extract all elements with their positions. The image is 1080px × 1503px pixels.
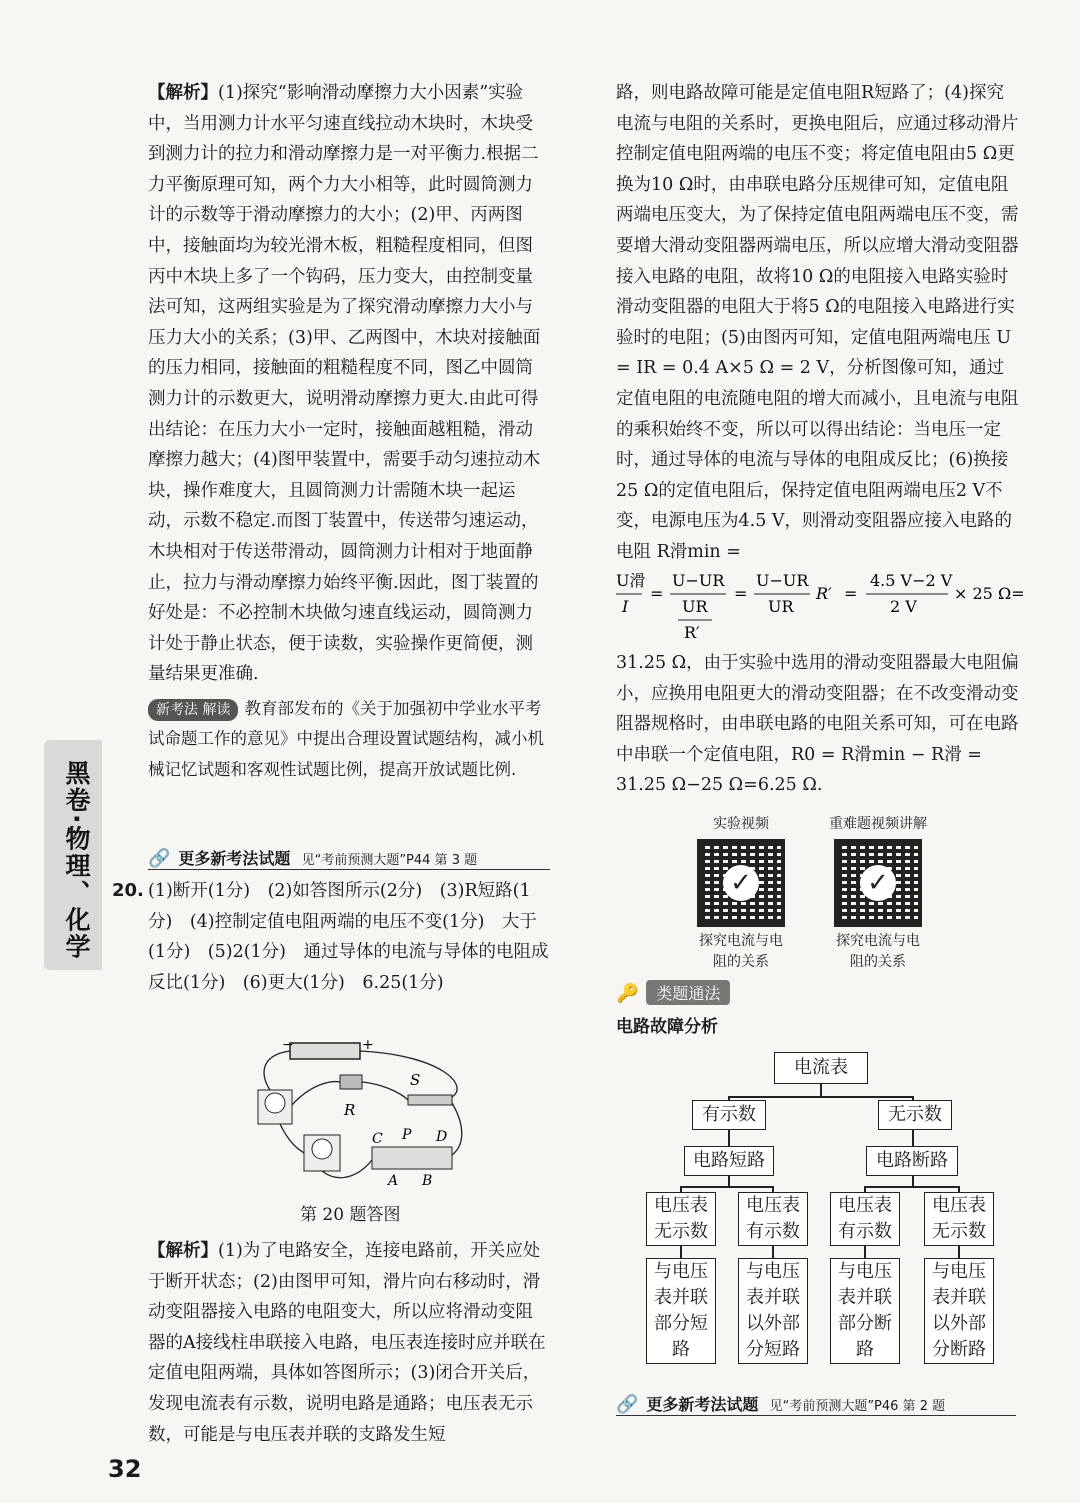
analysis-paragraph-1 [148, 78, 550, 690]
tree-line [680, 1186, 772, 1188]
check-icon: ✓ [723, 865, 759, 901]
f3-num: U−UR [756, 571, 809, 590]
battery-pack [290, 1043, 360, 1059]
tree-yes: 有示数 [692, 1100, 766, 1130]
more-title: 更多新考法试题 [178, 849, 291, 868]
eq-1: = [650, 584, 664, 603]
resistor [340, 1075, 362, 1089]
ammeter-dial [265, 1093, 285, 1113]
key-icon: 🔑 [616, 983, 639, 1004]
link-icon: 🔗 [616, 1394, 639, 1415]
switch-label: S [410, 1071, 421, 1089]
right-text-1: 路，则电路故障可能是定值电阻R短路了；(4)探究电流与电阻的关系时，更换电阻后，应通过移动滑片控制定值电阻两端的电压不变；将定值电阻由5 Ω更换为10 Ω时，由串联电路分压规律可知，定值电阻两端电压变大，为了保持定值电阻两端电压不变，需要增大滑动变阻器两端电压，所以应增大滑动变阻器接入电路的电阻，故将10 Ω的电阻接入电路实验时滑动变阻器的电阻大于将5 Ω的电阻接入电路进行实验时的电阻；(5)由图丙可知，定值电阻两端电压 U = IR = 0.4 A×5 Ω = 2 V，分析图像可知，通过定值电阻的电流随电阻的增大而减小，且电流与电阻的乘积始终不变，所以可以得出结论：当电压一定时，通过导体的电流与导体的电阻成反比；(6)换接25 Ω的定值电阻后，保持定值电阻两端电压2 V不变，电源电压为4.5 V，则滑动变阻器应接入电路的电阻 R滑min = [616, 83, 1019, 562]
category-method-badge: 类题通法 [646, 980, 730, 1005]
plus-label: + [362, 1037, 374, 1053]
d-label: D [436, 1129, 448, 1145]
b-label: B [422, 1173, 433, 1189]
category-method [616, 980, 730, 1005]
more-questions-link-1[interactable] [148, 846, 550, 870]
tree-r1: 与电压表并联部分短路 [646, 1258, 716, 1364]
f4-tail: × 25 Ω= [954, 584, 1025, 603]
tree-v3: 电压表有示数 [830, 1192, 900, 1246]
qr-code-2[interactable] [834, 839, 922, 927]
tree-line [728, 1176, 730, 1186]
tree-v2: 电压表有示数 [738, 1192, 808, 1246]
circuit-diagram [240, 1035, 480, 1195]
question-answer [148, 876, 550, 998]
tree-line [912, 1130, 914, 1146]
tree-short: 电路短路 [684, 1146, 774, 1176]
f1-den: I [622, 597, 629, 616]
qr-block-1 [686, 814, 796, 973]
f2-den-den: R′ [684, 623, 700, 642]
check-icon: ✓ [860, 865, 896, 901]
f2-den-num: UR [682, 597, 708, 616]
tree-r3: 与电压表并联部分断路 [830, 1258, 900, 1364]
qr2-caption: 探究电流与电阻的关系 [836, 933, 920, 970]
f1-num: U滑 [616, 571, 646, 590]
tree-line [912, 1176, 914, 1186]
eq-3: = [844, 584, 858, 603]
tree-line [864, 1246, 866, 1258]
tree-line [958, 1246, 960, 1258]
qr1-title: 实验视频 [713, 816, 769, 832]
f3-tail: R′ [816, 584, 832, 603]
tree-line [820, 1084, 822, 1096]
right-column [616, 78, 1021, 568]
new-method-text: 教育部发布的《关于加强初中学业水平考试命题工作的意见》中提出合理设置试题结构，减小机械记忆试题和客观性试题比例，提高开放试题比例. [148, 698, 544, 780]
link-icon: 🔗 [148, 848, 171, 869]
tree-open: 电路断路 [866, 1146, 958, 1176]
badge-label: 新考法 [156, 701, 198, 718]
badge-label-2: 解读 [202, 701, 231, 718]
qr2-title: 重难题视频讲解 [829, 816, 927, 832]
answer-text: (1)断开(1分) (2)如答图所示(2分) (3)R短路(1分) (4)控制定值电阻两端的电压不变(1分) 大于(1分) (5)2(1分) 通过导体的电流与导体的电阻成反比(1分) (6)更大(1分) 6.25(1分) [148, 881, 549, 993]
tree-v1: 电压表无示数 [646, 1192, 716, 1246]
more-title-2: 更多新考法试题 [646, 1395, 759, 1414]
tree-r4: 与电压表并联以外部分断路 [924, 1258, 994, 1364]
tree-root: 电流表 [774, 1052, 868, 1084]
f4-den: 2 V [890, 597, 917, 616]
rheostat [372, 1147, 452, 1169]
side-tab-label: 黑卷·物理、化学 [62, 760, 91, 961]
voltmeter-dial [312, 1139, 332, 1159]
analysis-tag: 【解析】 [148, 83, 218, 103]
new-method-badge [148, 699, 238, 721]
tree-line [864, 1186, 958, 1188]
new-method-note [148, 694, 550, 786]
resistor-label: R [344, 1101, 356, 1119]
fault-analysis-title: 电路故障分析 [616, 1017, 718, 1037]
analysis-text: (1)探究“影响滑动摩擦力大小因素”实验中，当用测力计水平匀速直线拉动木块时，木块受到测力计的拉力和滑动摩擦力是一对平衡力.根据二力平衡原理可知，两个力大小相等，此时圆筒测力计的示数等于滑动摩擦力的大小；(2)甲、丙两图中，接触面均为较光滑木板，粗糙程度相同，但图丙中木块上多了一个钩码，压力变大，由控制变量法可知，这两组实验是为了探究滑动摩擦力大小与压力大小的关系；(3)甲、乙两图中，木块对接触面的压力相同，接触面的粗糙程度不同，图乙中圆筒测力计的示数更大，说明滑动摩擦力更大.由此可得出结论：在压力大小一定时，接触面越粗糙，滑动摩擦力越大；(4)图甲装置中，需要手动匀速拉动木块，操作难度大，且圆筒测力计需随木块一起运动，示数不稳定.而图丁装置中，传送带匀速运动，木块相对于传送带滑动，圆筒测力计相对于地面静止，拉力与滑动摩擦力始终平衡.因此，图丁装置的好处是：不必控制木块做匀速直线运动，圆筒测力计处于静止状态，便于读数，实验操作更简便，测量结果更准确. [148, 83, 541, 685]
switch [408, 1095, 452, 1105]
more-ref-2: 见“考前预测大题”P46 第 2 题 [769, 1399, 946, 1414]
right-text-2: 31.25 Ω，由于实验中选用的滑动变阻器最大电阻偏小，应换用电阻更大的滑动变阻器；在不改变滑动变阻器规格时，由串联电路的电阻关系可知，可在电路中串联一个定值电阻，R0 = R滑min − R滑 = 31.25 Ω−25 Ω=6.25 Ω. [616, 653, 1019, 796]
p-label: P [402, 1127, 412, 1143]
analysis-tag-2: 【解析】 [148, 1241, 218, 1261]
f3-den: UR [768, 597, 794, 616]
tree-v4: 电压表无示数 [924, 1192, 994, 1246]
tree-line [680, 1246, 682, 1258]
more-questions-link-2[interactable] [616, 1392, 1016, 1416]
tree-no: 无示数 [878, 1100, 952, 1130]
a-label: A [388, 1173, 399, 1189]
left-column [148, 78, 550, 786]
f4-num: 4.5 V−2 V [870, 571, 953, 590]
f2-num: U−UR [672, 571, 725, 590]
analysis-paragraph-2 [148, 1236, 550, 1450]
analysis-text-2: (1)为了电路安全，连接电路前，开关应处于断开状态；(2)由图甲可知，滑片向右移动时，滑动变阻器接入电路的电阻变大，所以应将滑动变阻器的A接线柱串联接入电路，电压表连接时应并联在定值电阻两端，具体如答图所示；(3)闭合开关后，发现电流表有示数，说明电路是通路；电压表无示数，可能是与电压表并联的支路发生短 [148, 1241, 546, 1445]
more-ref: 见“考前预测大题”P44 第 3 题 [301, 853, 478, 868]
formula [616, 568, 1026, 648]
qr-code-1[interactable] [697, 839, 785, 927]
minus-label: − [282, 1037, 294, 1053]
question-number: 20. [112, 880, 144, 901]
tree-line [728, 1096, 914, 1098]
page-number: 32 [108, 1455, 142, 1483]
tree-r2: 与电压表并联以外部分短路 [738, 1258, 808, 1364]
qr1-caption: 探究电流与电阻的关系 [699, 933, 783, 970]
tree-line [772, 1246, 774, 1258]
tree-line [728, 1130, 730, 1146]
c-label: C [372, 1131, 383, 1147]
figure-caption: 第 20 题答图 [300, 1205, 401, 1225]
right-text-2-block [616, 648, 1021, 801]
eq-2: = [734, 584, 748, 603]
qr-block-2 [818, 814, 938, 973]
